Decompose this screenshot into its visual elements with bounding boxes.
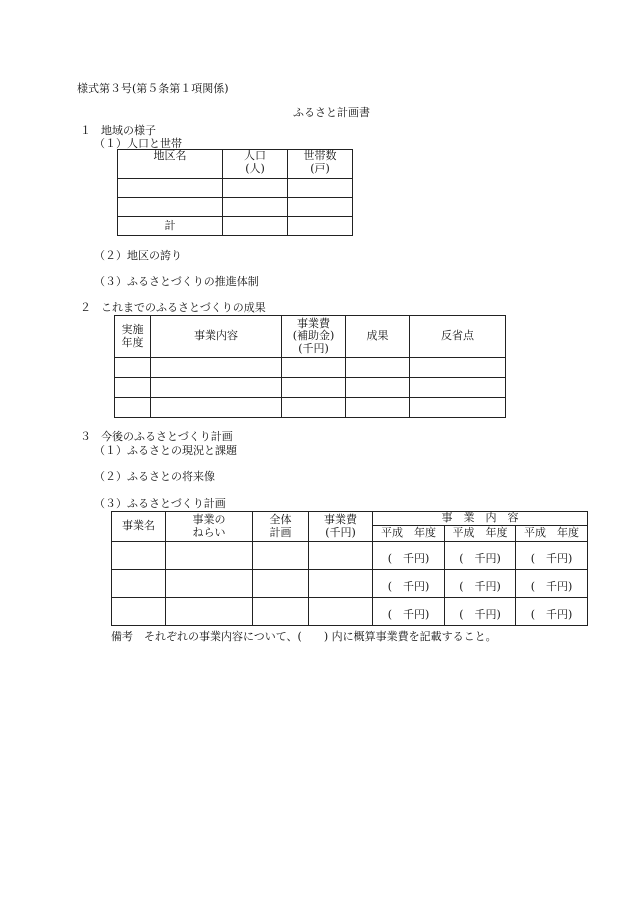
money-cell[interactable]: ( 千円) — [445, 542, 516, 570]
table-cell[interactable] — [166, 542, 253, 570]
header-cost — [309, 512, 373, 542]
subsection-number: （２） — [94, 470, 127, 483]
year-header: 平成 年度 — [373, 526, 445, 542]
table-cell[interactable] — [410, 378, 506, 398]
table-cell[interactable] — [253, 542, 309, 570]
subsection-title: 人口と世帯 — [127, 137, 182, 150]
table-row — [115, 358, 506, 378]
table-cell[interactable] — [309, 542, 373, 570]
table-cell[interactable] — [115, 378, 151, 398]
section-title: これまでのふるさとづくりの成果 — [101, 301, 266, 314]
year-header: 平成 年度 — [516, 526, 588, 542]
header-text: 世帯数 — [303, 149, 337, 162]
table-cell[interactable] — [166, 598, 253, 626]
section3-sub2-heading — [94, 470, 215, 483]
table-cell[interactable] — [346, 358, 410, 378]
table-row — [115, 398, 506, 418]
table-cell[interactable] — [151, 398, 282, 418]
section3-sub1-heading — [94, 444, 237, 457]
header-unit: (戸) — [310, 161, 330, 175]
section-number: ２ — [80, 301, 91, 314]
table-row-total — [118, 217, 353, 236]
header-cost — [282, 316, 346, 358]
section1-sub2-heading — [94, 249, 182, 262]
header-text: 事 業 内 容 — [441, 511, 519, 525]
section1-heading — [80, 124, 156, 137]
table-cell[interactable] — [282, 358, 346, 378]
header-unit: (千円) — [325, 525, 356, 539]
section2-heading — [80, 301, 266, 314]
header-text: (補助金) — [292, 329, 335, 343]
table-cell[interactable] — [253, 598, 309, 626]
header-text: 年度 — [121, 335, 144, 349]
header-text: 事業費 — [297, 316, 330, 330]
plan-table — [111, 511, 588, 626]
subsection-title: ふるさとづくり計画 — [127, 497, 226, 510]
header-text: 実施 — [121, 322, 144, 336]
header-text: 反省点 — [441, 329, 474, 343]
money-cell[interactable]: ( 千円) — [373, 598, 445, 626]
section-title: 地域の様子 — [101, 124, 156, 137]
section3-sub3-heading — [94, 497, 226, 510]
table-row — [115, 378, 506, 398]
header-text: 事業内容 — [194, 329, 238, 343]
money-cell[interactable]: ( 千円) — [373, 542, 445, 570]
header-text: 成果 — [366, 329, 389, 343]
subsection-number: （３） — [94, 497, 127, 510]
table-cell[interactable] — [282, 378, 346, 398]
header-year — [115, 316, 151, 358]
table-cell[interactable] — [223, 217, 288, 236]
section-number: １ — [80, 124, 91, 137]
header-text: ねらい — [192, 525, 226, 539]
table-row — [112, 570, 588, 598]
total-label: 計 — [118, 217, 223, 236]
table-cell[interactable] — [223, 179, 288, 198]
money-cell[interactable]: ( 千円) — [516, 570, 588, 598]
table-cell[interactable] — [118, 198, 223, 217]
header-households — [288, 150, 353, 179]
money-cell[interactable]: ( 千円) — [445, 598, 516, 626]
table-cell[interactable] — [410, 358, 506, 378]
money-cell[interactable]: ( 千円) — [373, 570, 445, 598]
header-project-content — [373, 512, 588, 526]
table-cell[interactable] — [309, 598, 373, 626]
results-table — [114, 315, 506, 418]
table-cell[interactable] — [115, 398, 151, 418]
table-row — [112, 598, 588, 626]
table-cell[interactable] — [112, 542, 166, 570]
document-title: ふるさと計画書 — [293, 106, 370, 119]
header-unit: (千円) — [298, 341, 329, 355]
year-header: 平成 年度 — [445, 526, 516, 542]
header-results — [346, 316, 410, 358]
table-cell[interactable] — [112, 570, 166, 598]
table-cell[interactable] — [288, 217, 353, 236]
table-cell[interactable] — [166, 570, 253, 598]
header-reflection — [410, 316, 506, 358]
money-cell[interactable]: ( 千円) — [516, 598, 588, 626]
form-number: 様式第３号(第５条第１項関係) — [77, 82, 229, 95]
header-unit: (人) — [245, 161, 265, 175]
table-cell[interactable] — [223, 198, 288, 217]
header-population — [223, 150, 288, 179]
table-cell[interactable] — [309, 570, 373, 598]
table-cell[interactable] — [282, 398, 346, 418]
subsection-title: ふるさとの現況と課題 — [127, 444, 237, 457]
subsection-number: （１） — [94, 137, 127, 150]
subsection-number: （１） — [94, 444, 127, 457]
table-cell[interactable] — [288, 198, 353, 217]
table-cell[interactable] — [115, 358, 151, 378]
header-text: 事業名 — [122, 519, 155, 533]
header-text: 全体 — [269, 512, 292, 526]
table-cell[interactable] — [118, 179, 223, 198]
section-title: 今後のふるさとづくり計画 — [101, 430, 233, 443]
section1-sub3-heading — [94, 275, 259, 288]
subsection-title: ふるさとの将来像 — [127, 470, 215, 483]
header-text: 計画 — [269, 525, 292, 539]
footnote: 備考 それぞれの事業内容について、( ) 内に概算事業費を記載すること。 — [111, 630, 497, 643]
table-row — [118, 198, 353, 217]
population-table — [117, 149, 353, 236]
header-project-name — [112, 512, 166, 542]
header-text: 事業の — [192, 512, 226, 526]
table-cell[interactable] — [151, 358, 282, 378]
header-text: 人口 — [244, 149, 266, 162]
header-text: 事業費 — [324, 512, 357, 526]
money-cell[interactable]: ( 千円) — [516, 542, 588, 570]
header-overall-plan — [253, 512, 309, 542]
section3-heading — [80, 430, 233, 443]
table-cell[interactable] — [253, 570, 309, 598]
table-cell[interactable] — [288, 179, 353, 198]
table-cell[interactable] — [151, 378, 282, 398]
subsection-number: （３） — [94, 275, 127, 288]
table-cell[interactable] — [346, 398, 410, 418]
table-row — [112, 542, 588, 570]
header-district-name — [118, 150, 223, 179]
header-text: 地区名 — [153, 149, 187, 162]
header-purpose — [166, 512, 253, 542]
subsection-title: 地区の誇り — [127, 249, 182, 262]
header-content — [151, 316, 282, 358]
subsection-title: ふるさとづくりの推進体制 — [127, 275, 259, 288]
table-cell[interactable] — [346, 378, 410, 398]
subsection-number: （２） — [94, 249, 127, 262]
table-cell[interactable] — [112, 598, 166, 626]
table-cell[interactable] — [410, 398, 506, 418]
money-cell[interactable]: ( 千円) — [445, 570, 516, 598]
section-number: ３ — [80, 430, 91, 443]
table-row — [118, 179, 353, 198]
